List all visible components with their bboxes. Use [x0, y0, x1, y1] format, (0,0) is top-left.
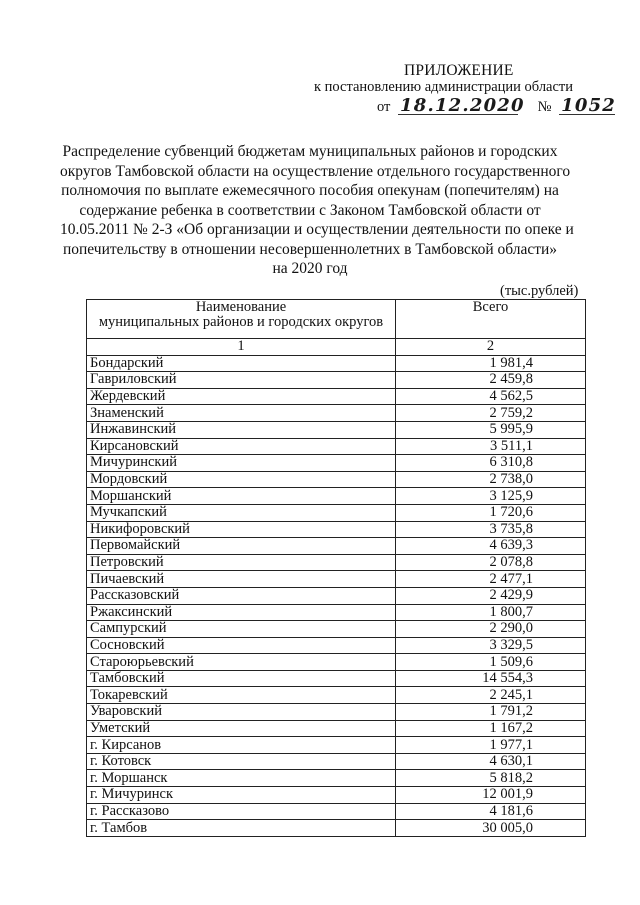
- municipality-name: Рассказовский: [87, 587, 396, 604]
- table-row: [87, 405, 586, 422]
- municipality-name: Мордовский: [87, 471, 396, 488]
- municipality-name: г. Мичуринск: [87, 787, 396, 804]
- table-row: [87, 704, 586, 721]
- number-sign: №: [537, 99, 552, 115]
- table-row: [87, 421, 586, 438]
- municipality-name: г. Моршанск: [87, 770, 396, 787]
- table-row: [87, 621, 586, 638]
- table-row: [87, 670, 586, 687]
- subvention-amount: 6 310,8: [396, 455, 586, 472]
- subvention-amount: 2 477,1: [396, 571, 586, 588]
- table-row: [87, 438, 586, 455]
- subvention-amount: 1 981,4: [396, 355, 586, 372]
- subvention-amount: 4 639,3: [396, 538, 586, 555]
- municipality-name: Сосновский: [87, 637, 396, 654]
- municipality-name: Инжавинский: [87, 421, 396, 438]
- subvention-amount: 5 995,9: [396, 421, 586, 438]
- subvention-amount: 2 738,0: [396, 471, 586, 488]
- municipality-name: Моршанский: [87, 488, 396, 505]
- column-number-1: 1: [87, 339, 396, 356]
- subvention-amount: 1 791,2: [396, 704, 586, 721]
- subvention-amount: 2 078,8: [396, 554, 586, 571]
- municipality-name: г. Кирсанов: [87, 737, 396, 754]
- municipality-name: Мучкапский: [87, 504, 396, 521]
- table-row: [87, 372, 586, 389]
- municipality-name: Жердевский: [87, 388, 396, 405]
- table-row: [87, 604, 586, 621]
- subvention-amount: 3 511,1: [396, 438, 586, 455]
- subvention-amount: 30 005,0: [396, 820, 586, 837]
- municipality-name: Уваровский: [87, 704, 396, 721]
- municipality-name: Сампурский: [87, 621, 396, 638]
- subvention-amount: 4 562,5: [396, 388, 586, 405]
- title-line: на 2020 год: [272, 260, 348, 277]
- table-row: [87, 737, 586, 754]
- subvention-amount: 3 329,5: [396, 637, 586, 654]
- table-row: [87, 687, 586, 704]
- table-body: [87, 355, 586, 836]
- table-row: [87, 654, 586, 671]
- table-row: [87, 455, 586, 472]
- appendix-reference: [377, 95, 617, 116]
- subvention-amount: 3 125,9: [396, 488, 586, 505]
- municipality-name: Мичуринский: [87, 455, 396, 472]
- subvention-amount: 2 429,9: [396, 587, 586, 604]
- table-row: [87, 587, 586, 604]
- title-line: 10.05.2011 № 2-З «Об организации и осуществлении деятельности по опеке и: [60, 221, 574, 238]
- header-name-line1: Наименование: [195, 299, 287, 315]
- subvention-amount: 4 181,6: [396, 803, 586, 820]
- municipality-name: Петровский: [87, 554, 396, 571]
- subvention-amount: 2 459,8: [396, 372, 586, 389]
- subvention-amount: 4 630,1: [396, 753, 586, 770]
- municipality-name: Пичаевский: [87, 571, 396, 588]
- table-header-row: [87, 300, 586, 339]
- municipality-name: г. Котовск: [87, 753, 396, 770]
- title-line: содержание ребенка в соответствии с Законом Тамбовской области от: [79, 201, 541, 219]
- table-row: [87, 753, 586, 770]
- header-total: Всего: [396, 300, 586, 339]
- table-row: [87, 388, 586, 405]
- municipality-name: Ржаксинский: [87, 604, 396, 621]
- subvention-amount: 1 509,6: [396, 654, 586, 671]
- municipality-name: Гавриловский: [87, 372, 396, 389]
- title-line: округов Тамбовской области на осуществление отдельного государственного: [60, 162, 571, 180]
- table-row: [87, 538, 586, 555]
- units-label: (тыс.рублей): [500, 283, 579, 299]
- municipality-name: Бондарский: [87, 355, 396, 372]
- subvention-amount: 2 290,0: [396, 621, 586, 638]
- from-label: от: [377, 99, 391, 115]
- municipality-name: Первомайский: [87, 538, 396, 555]
- subvention-amount: 5 818,2: [396, 770, 586, 787]
- appendix-title: ПРИЛОЖЕНИЕ: [404, 62, 514, 79]
- column-number-row: [87, 339, 586, 356]
- subvention-amount: 1 977,1: [396, 737, 586, 754]
- subvention-amount: 1 720,6: [396, 504, 586, 521]
- table-row: [87, 488, 586, 505]
- subvention-amount: 2 759,2: [396, 405, 586, 422]
- table-row: [87, 637, 586, 654]
- table-row: [87, 720, 586, 737]
- table-row: [87, 787, 586, 804]
- table-row: [87, 803, 586, 820]
- table-row: [87, 554, 586, 571]
- table-row: [87, 355, 586, 372]
- appendix-subtitle: к постановлению администрации области: [314, 79, 574, 95]
- header-name: [87, 300, 396, 339]
- table-row: [87, 820, 586, 837]
- municipality-name: Кирсановский: [87, 438, 396, 455]
- document-title: [60, 142, 574, 279]
- municipality-name: Уметский: [87, 720, 396, 737]
- municipality-name: г. Рассказово: [87, 803, 396, 820]
- header-name-line2: муниципальных районов и городских округов: [98, 314, 384, 330]
- table-row: [87, 504, 586, 521]
- table-row: [87, 521, 586, 538]
- municipality-name: г. Тамбов: [87, 820, 396, 837]
- subvention-amount: 14 554,3: [396, 670, 586, 687]
- table-row: [87, 471, 586, 488]
- handwritten-date: 18.12.2020: [400, 95, 525, 116]
- table-row: [87, 770, 586, 787]
- title-line: полномочия по выплате ежемесячного пособия опекунам (попечителям) на: [61, 182, 559, 199]
- municipality-name: Токаревский: [87, 687, 396, 704]
- column-number-2: 2: [396, 339, 586, 356]
- subvention-amount: 1 800,7: [396, 604, 586, 621]
- table-row: [87, 571, 586, 588]
- title-line: Распределение субвенций бюджетам муниципальных районов и городских: [62, 143, 558, 160]
- municipality-name: Тамбовский: [87, 670, 396, 687]
- subvention-amount: 3 735,8: [396, 521, 586, 538]
- subvention-amount: 2 245,1: [396, 687, 586, 704]
- municipality-name: Знаменский: [87, 405, 396, 422]
- municipality-name: Никифоровский: [87, 521, 396, 538]
- municipality-name: Староюрьевский: [87, 654, 396, 671]
- subvention-amount: 12 001,9: [396, 787, 586, 804]
- subvention-amount: 1 167,2: [396, 720, 586, 737]
- handwritten-number: 1052: [561, 95, 617, 116]
- title-line: попечительству в отношении несовершеннолетних в Тамбовской области»: [62, 240, 558, 258]
- subventions-table: [86, 299, 586, 837]
